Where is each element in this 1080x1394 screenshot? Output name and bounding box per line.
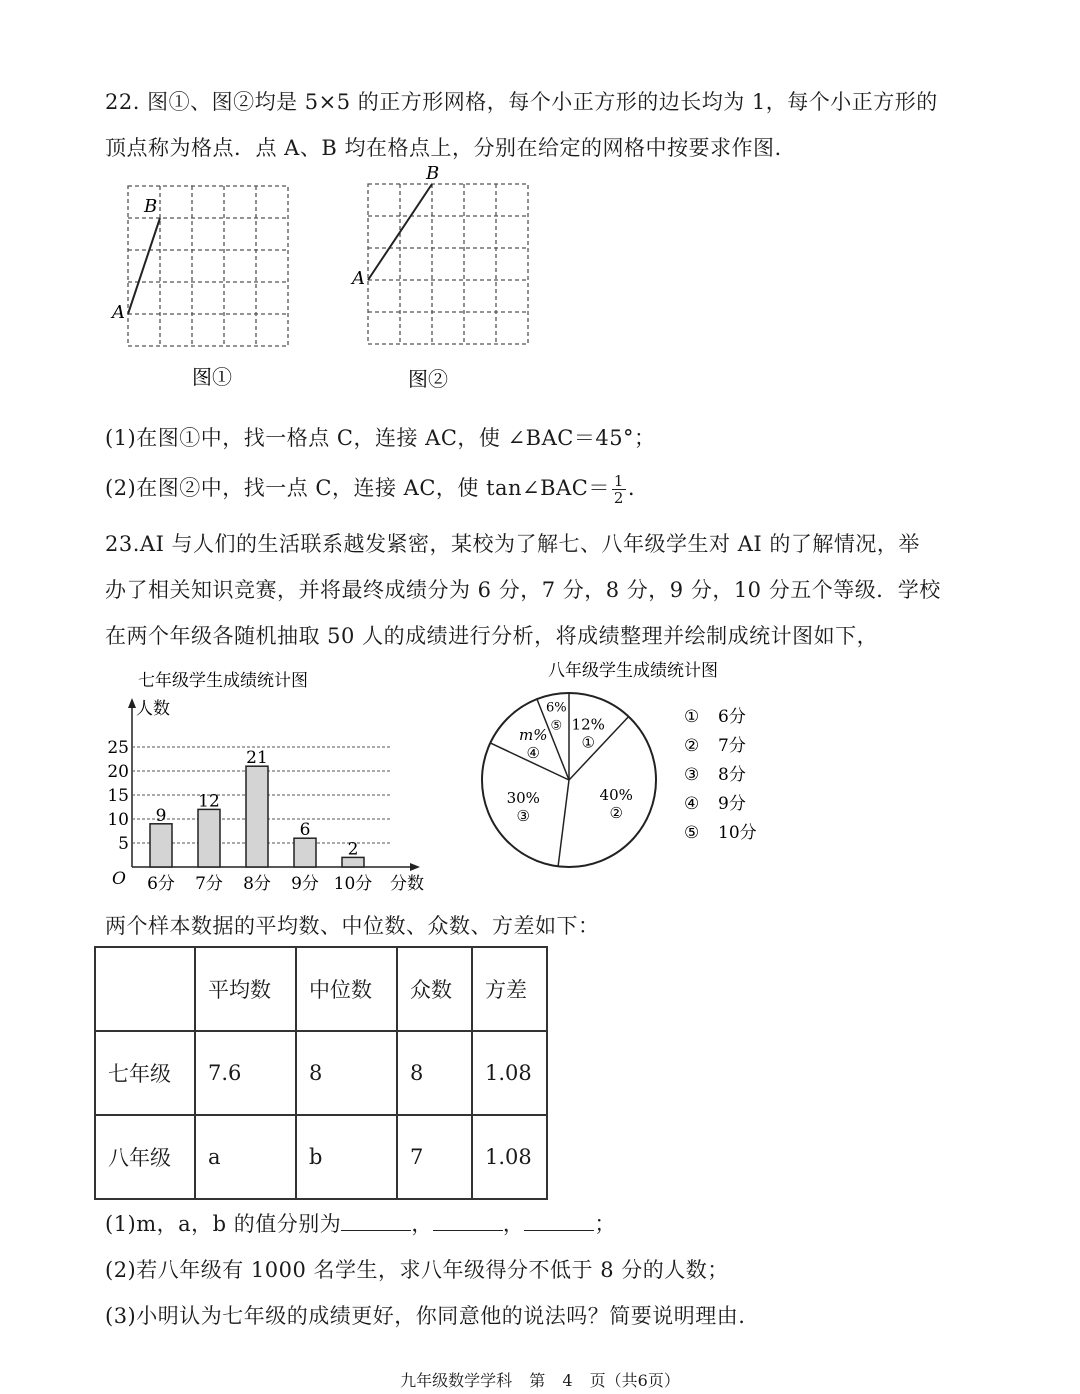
table-cell: 1.08 xyxy=(472,1115,547,1199)
bar-value-label: 9 xyxy=(155,805,167,826)
q23-sub-2: (2)若八年级有 1000 名学生，求八年级得分不低于 8 分的人数； xyxy=(105,1258,729,1282)
table-cell: a xyxy=(195,1115,296,1199)
q22-line-1: 22. 图①、图②均是 5×5 的正方形网格，每个小正方形的边长均为 1，每个小正方形的 xyxy=(105,90,938,114)
table-cell: 7.6 xyxy=(195,1031,296,1115)
table-cell: 7 xyxy=(397,1115,472,1199)
table-header-cell: 中位数 xyxy=(296,947,397,1031)
table-intro: 两个样本数据的平均数、中位数、众数、方差如下： xyxy=(105,914,600,938)
table-header-cell: 众数 xyxy=(397,947,472,1031)
table-row xyxy=(95,1031,547,1115)
footer-page-prefix: 第 xyxy=(529,1371,546,1390)
y-tick-label: 15 xyxy=(107,786,129,806)
separator: ， xyxy=(411,1212,433,1236)
legend-key: ⑤ xyxy=(684,823,700,843)
grid-figure-2 xyxy=(340,160,550,400)
y-tick-label: 5 xyxy=(118,834,129,854)
legend-key: ③ xyxy=(684,765,700,785)
x-axis-label: 分数 xyxy=(390,874,424,894)
pie-slice-key: ③ xyxy=(516,807,530,826)
fraction-numerator: 1 xyxy=(613,472,624,490)
bar xyxy=(294,838,316,867)
segment-ab-1 xyxy=(128,218,160,314)
point-a-label-2: A xyxy=(352,268,365,289)
q23-sub-1 xyxy=(105,1208,616,1238)
table-header-cell: 方差 xyxy=(472,947,547,1031)
footer-page-number: 4 xyxy=(562,1371,573,1390)
point-b-label-2: B xyxy=(426,163,440,184)
bar-chart-grade7 xyxy=(100,662,440,902)
bar-value-label: 12 xyxy=(198,791,220,812)
pie-slice-key: ④ xyxy=(526,743,540,762)
x-tick-label: 10分 xyxy=(333,874,373,894)
q22-part-2 xyxy=(105,472,635,506)
table-cell: 七年级 xyxy=(95,1031,195,1115)
page-footer xyxy=(0,1368,1080,1391)
legend-key: ② xyxy=(684,736,700,756)
table-header-row xyxy=(95,947,547,1031)
pie-slice-value: 40% xyxy=(599,786,633,805)
table-cell: 1.08 xyxy=(472,1031,547,1115)
x-tick-label: 6分 xyxy=(147,874,175,894)
legend-label: 7分 xyxy=(718,736,746,756)
pie-slice-key: ① xyxy=(581,733,595,752)
footer-page-suffix: 页（共6页） xyxy=(589,1371,680,1390)
q23-line-2: 办了相关知识竞赛，并将最终成绩分为 6 分，7 分，8 分，9 分，10 分五个等级．学校 xyxy=(105,578,941,602)
q22-part-2-end: . xyxy=(627,476,636,500)
bar xyxy=(246,766,268,867)
figure-1-label: 图① xyxy=(192,365,232,389)
legend-label: 10分 xyxy=(718,823,757,843)
q22-part-2-text: (2)在图②中，找一点 C，连接 AC，使 tan∠BAC＝ xyxy=(105,476,610,500)
bar-value-label: 21 xyxy=(246,748,268,769)
y-axis-label: 人数 xyxy=(136,699,170,719)
pie-slice-value: 30% xyxy=(506,789,540,808)
point-a-label-1: A xyxy=(112,302,125,323)
pie-slice-key: ② xyxy=(609,804,623,823)
table-row xyxy=(95,1115,547,1199)
bar xyxy=(198,809,220,867)
table-cell: 8 xyxy=(296,1031,397,1115)
pie-chart-grade8 xyxy=(470,656,770,876)
q23-line-1: 23.AI 与人们的生活联系越发紧密，某校为了解七、八年级学生对 AI 的了解情况，举 xyxy=(105,532,920,556)
grid-figure-1 xyxy=(100,170,310,400)
answer-blank-b[interactable] xyxy=(524,1211,594,1231)
answer-blank-a[interactable] xyxy=(433,1211,503,1231)
q22-part-1: (1)在图①中，找一格点 C，连接 AC，使 ∠BAC＝45°； xyxy=(105,426,656,450)
pie-chart-title: 八年级学生成绩统计图 xyxy=(548,661,718,681)
x-tick-label: 9分 xyxy=(291,874,319,894)
bar-value-label: 2 xyxy=(347,839,359,860)
y-tick-label: 10 xyxy=(107,810,129,830)
pie-slice-key: ⑤ xyxy=(550,718,563,734)
legend-key: ① xyxy=(684,707,700,727)
separator: ， xyxy=(502,1212,525,1236)
x-tick-label: 7分 xyxy=(195,874,223,894)
y-tick-label: 25 xyxy=(107,738,129,758)
table-cell: 8 xyxy=(397,1031,472,1115)
legend-label: 8分 xyxy=(718,765,746,785)
bar-value-label: 6 xyxy=(299,820,311,841)
q23-line-3: 在两个年级各随机抽取 50 人的成绩进行分析，将成绩整理并绘制成统计图如下， xyxy=(105,624,879,648)
pie-slice-value: 12% xyxy=(571,715,605,734)
statistics-table xyxy=(94,946,548,1200)
pie-slice-value: 6% xyxy=(545,700,567,716)
origin-label: O xyxy=(112,869,126,889)
footer-subject: 九年级数学学科 xyxy=(400,1371,513,1390)
figure-2-label: 图② xyxy=(408,367,448,391)
x-tick-label: 8分 xyxy=(243,874,271,894)
q23-sub-3: (3)小明认为七年级的成绩更好，你同意他的说法吗？简要说明理由. xyxy=(105,1304,746,1328)
q22-line-2: 顶点称为格点．点 A、B 均在格点上，分别在给定的网格中按要求作图. xyxy=(105,136,782,160)
y-tick-label: 20 xyxy=(107,762,129,782)
table-cell: 八年级 xyxy=(95,1115,195,1199)
table-header-cell: 平均数 xyxy=(195,947,296,1031)
q23-sub-1-text: (1)m，a，b 的值分别为 xyxy=(105,1212,342,1236)
legend-key: ④ xyxy=(684,794,700,814)
table-header-cell xyxy=(95,947,195,1031)
point-b-label-1: B xyxy=(144,196,158,217)
pie-slice-value: m% xyxy=(519,725,548,744)
answer-blank-m[interactable] xyxy=(341,1211,411,1231)
end-mark: ； xyxy=(594,1212,616,1236)
legend-label: 6分 xyxy=(718,707,746,727)
fraction-one-half xyxy=(612,473,626,506)
bar xyxy=(150,824,172,867)
legend-label: 9分 xyxy=(718,794,746,814)
table-cell: b xyxy=(296,1115,397,1199)
fraction-denominator: 2 xyxy=(613,489,624,507)
bar-chart-title: 七年级学生成绩统计图 xyxy=(138,671,308,691)
